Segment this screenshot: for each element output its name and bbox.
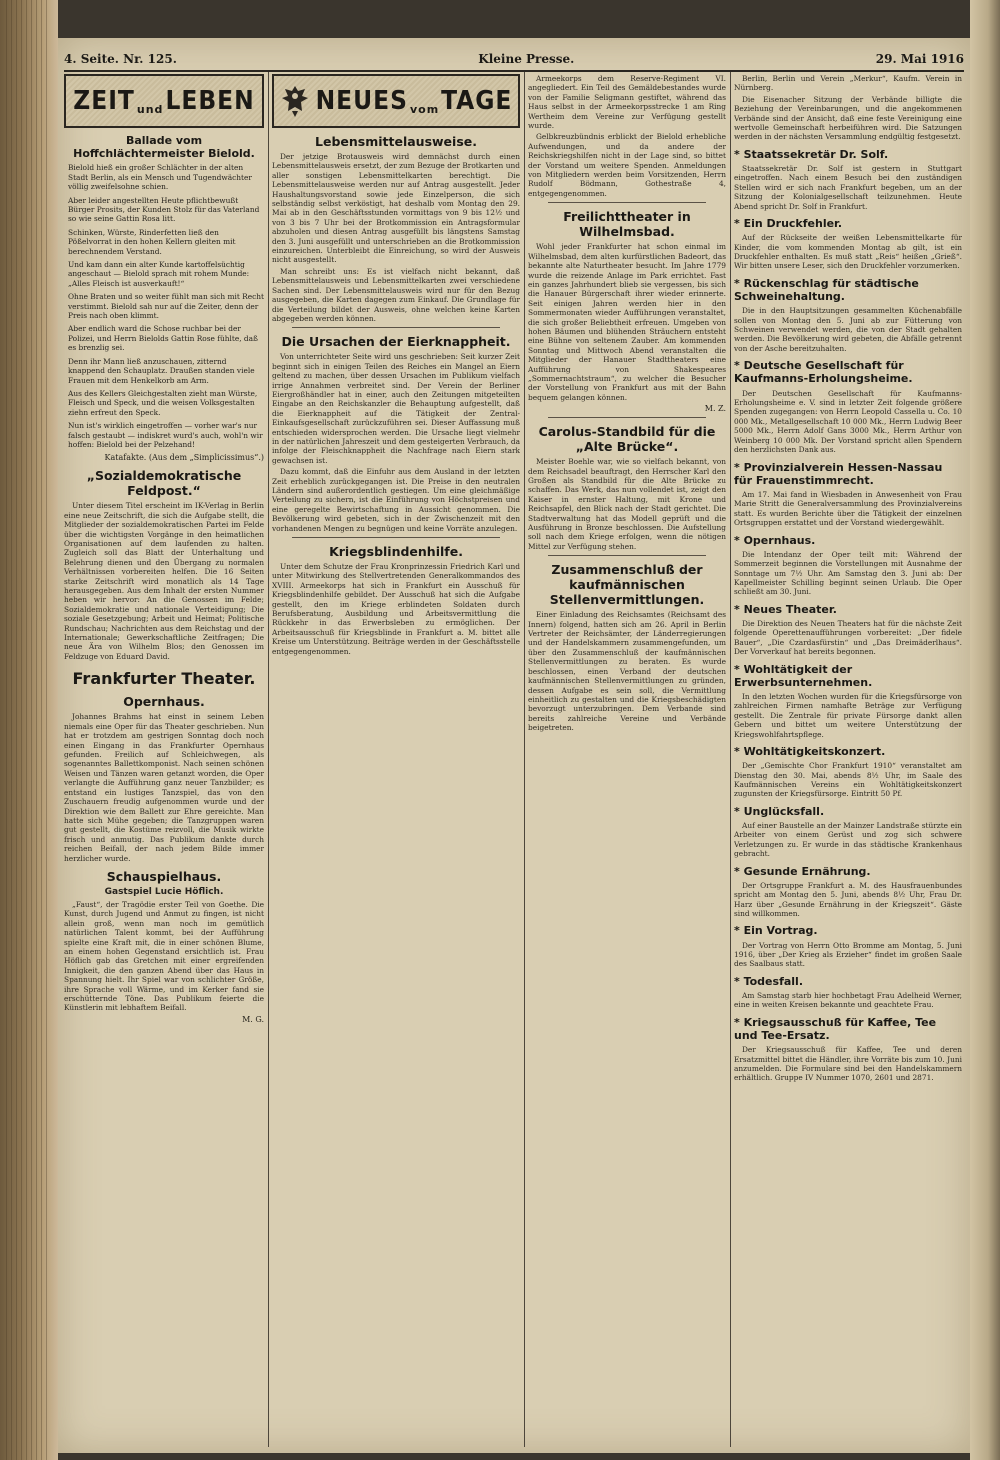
- continued-text: Berlin, Berlin und Verein „Merkur“, Kaufm. Verein in Nürnberg.: [734, 74, 962, 93]
- page-number: 4. Seite. Nr. 125.: [64, 52, 177, 66]
- column-4: [734, 74, 962, 1446]
- schauspielhaus-title: Schauspielhaus.: [106, 868, 222, 884]
- masthead-word-tage: TAGE: [441, 86, 513, 116]
- divider: [292, 327, 500, 328]
- lebensmittel-text: Der jetzige Brotausweis wird demnächst durch einen Lebensmittelausweis ersetzt, der zum Bezuge der Brotkarten und aller sonstigen Lebensmittelkarten berechtigt. Die Lebensmittelausweise werden nur auf Antrag ausgestellt. Jeder Haushaltungsvorstand sowie jede Einzelperson, die sich selbständig selbst verköstigt, hat deshalb vom Montag den 29. Mai ab in den Geschäftsstunden vormittags von 9 bis 12½ und von 3 bis 7 Uhr bei der Brotkommission ein Antragsformular abzuholen und diesen Antrag ausgefüllt bis längstens Samstag den 3. Juni ausgefüllt und unterschrieben an die Brotkommission einzureichen. Unterbleibt die Einreichung, so wird der Ausweis nicht ausgestellt.: [272, 152, 520, 265]
- item-title: * Wohltätigkeitskonzert.: [734, 744, 886, 758]
- feldpost-title: „Sozialdemokratische Feldpost.“: [86, 468, 242, 499]
- ballad-title: Ballade vom Hoffchlächtermeister Bielold.: [73, 134, 255, 161]
- item-text: Auf der Rückseite der weißen Lebensmittelkarte für Kinder, die vom kommenden Montag ab gilt, ist ein Druckfehler enthalten. Es muß statt „Reis“ heißen „Grieß“. Wir bitten unsere Leser, sich den Druckfehler vorzumerken.: [734, 233, 962, 271]
- ballad-verse: Aus des Kellers Gleichgestalten zieht man Würste, Fleisch und Speck, und die weisen Volksgestalten ziehn erfreut den Speck.: [68, 388, 258, 417]
- continued-text: Gelbkreuzbündnis erblickt der Bielold erhebliche Aufwendungen, und da andere der Reichskriegshilfen nicht in der Lage sind, so bittet der Vorstand um weitere Spenden. Anmeldungen von Mitgliedern werden beim Vorsitzenden, Herrn Rudolf Bödmann, Gothestraße 4, entgegengenommen.: [528, 132, 726, 198]
- ballad-verse: Aber endlich ward die Schose ruchbar bei der Polizei, und Herrn Bielolds Gattin Rose fühlte, daß es brenzlig sei.: [68, 324, 258, 353]
- ballad-verse: Schinken, Würste, Rinderfetten ließ den Pößelvorrat in den hohen Kellern gleiten mit berechnendem Verstand.: [68, 227, 236, 256]
- lebensmittel-title: Lebensmittelausweise.: [315, 134, 477, 149]
- masthead-word-leben: LEBEN: [165, 86, 255, 116]
- eier-title: Die Ursachen der Eierknappheit.: [281, 334, 511, 350]
- ballad-verse: Und kam dann ein alter Kunde kartoffelsüchtig angeschaut — Bielold sprach mit rohem Munde: „Alles Fleisch ist ausverkauft!“: [68, 260, 250, 288]
- freilichttheater-title: Freilichttheater in Wilhelmsbad.: [563, 209, 691, 240]
- theater-title: Frankfurter Theater.: [72, 669, 256, 689]
- opernhaus-text: Johannes Brahms hat einst in seinem Leben niemals eine Oper für das Theater geschrieben. Nun hat er trotzdem am gestrigen Sonntag doch noch einen Eingang in das Frankfurter Opernhaus gefunden. Freilich auf Schleichwegen, als sogenanntes Ballettkomponist. Nach seinen schönen Weisen und Tänzen waren getanzt worden, die Oper verlangte die Aufführung ganz neuer Tanzbilder; es entstand ein lustiges Tanzspiel, das von den Zuschauern freudig aufgenommen wurde und der Direktion wie dem Ballett zur Ehre gereichte. Man hatte sich Mühe gegeben; die Tanzgruppen waren gut gestellt, die Kostüme reizvoll, die Musik wirkte frisch und anmutig. Das Publikum dankte durch reichen Beifall, der nach jedem Bilde immer herzlicher wurde.: [64, 712, 264, 863]
- freilichttheater-signature: M. Z.: [704, 404, 726, 414]
- column-1: [64, 74, 264, 1446]
- column-3: [528, 74, 726, 1446]
- item-title: * Kriegsausschuß für Kaffee, Tee und Tee-Ersatz.: [734, 1015, 937, 1042]
- item-title: * Deutsche Gesellschaft für Kaufmanns-Erholungsheime.: [734, 359, 913, 386]
- item-title: * Ein Druckfehler.: [734, 217, 843, 231]
- item-title: * Rückenschlag für städtische Schweinehaltung.: [734, 276, 919, 304]
- carolus-title: Carolus-Standbild für die „Alte Brücke“.: [538, 424, 716, 455]
- ballad-verse: Aber leider angestellten Heute pflichtbewußt Bürger Prosits, der Kunden Stolz für das Vaterland so wie seine Gattin Rosa litt.: [68, 195, 260, 224]
- page-header: [64, 48, 964, 72]
- divider: [292, 537, 500, 538]
- item-title: * Todesfall.: [734, 974, 803, 988]
- zusammenschluss-text: Einer Einladung des Reichsamtes (Reichsamt des Innern) folgend, hatten sich am 26. April in Berlin Vertreter der Reichsämter, der Länderregierungen und der Handelskammern zusammengefunden, um über den Zusammenschluß der kaufmännischen Stellenvermittlungen zu beraten. Es wurde beschlossen, einen Verband der deutschen kaufmännischen Stellenvermittlungen zu gründen, dessen Aufgabe es sein soll, die Vermittlung einheitlich zu gestalten und die Kriegsbeschädigten bevorzugt unterzubringen. Dem Verbande sind bereits zahlreiche Vereine und Verbände beigetreten.: [528, 610, 726, 733]
- issue-date: 29. Mai 1916: [875, 52, 964, 66]
- schauspielhaus-subtitle: Gastspiel Lucie Höflich.: [104, 886, 224, 897]
- book-binding: [0, 0, 58, 1460]
- item-text: Der „Gemischte Chor Frankfurt 1910“ veranstaltet am Dienstag den 30. Mai, abends 8½ Uhr, im Saale des Kaufmännischen Vereins ein Wohltätigkeitskonzert zugunsten der Kriegsfürsorge. Eintritt 50 Pf.: [734, 761, 962, 799]
- divider: [548, 555, 706, 556]
- item-text: Am Samstag starb hier hochbetagt Frau Adelheid Werner, eine in weiten Kreisen bekannte und geachtete Frau.: [734, 990, 962, 1010]
- newspaper-name: Kleine Presse.: [478, 52, 575, 66]
- schauspielhaus-signature: M. G.: [242, 1014, 264, 1024]
- item-text: Der Kriegsausschuß für Kaffee, Tee und deren Ersatzmittel bittet die Händler, ihre Vorräte bis zum 10. Juni anzumelden. Die Formulare sind bei den Handelskammern erhältlich. Gruppe IV Nummer 1070, 2601 und 2871.: [734, 1045, 962, 1083]
- item-text: Der Vortrag von Herrn Otto Bromme am Montag, 5. Juni 1916, über „Der Krieg als Erzieher“ findet im großen Saale des Saalbaus statt.: [734, 940, 962, 969]
- kriegsblinden-title: Kriegsblindenhilfe.: [329, 544, 463, 560]
- freilichttheater-text: Wohl jeder Frankfurter hat schon einmal im Wilhelmsbad, dem alten kurfürstlichen Badeort, das bekannte alte Naturtheater besucht. Im Jahre 1779 wurde die reizende Anlage im Park errichtet. Fast ein ganzes Jahrhundert blieb sie vergessen, bis sich die Hanauer Bürgerschaft ihrer wieder erinnerte. Seit einigen Jahren werden hier in den Sommermonaten wieder Aufführungen veranstaltet, die sich großer Beliebtheit erfreuen. Umgeben von hohen Bäumen und blühenden Sträuchern entsteht eine Bühne von seltenem Zauber. Am kommenden Sonntag und Mittwoch Abend veranstalten die Mitglieder der Hanauer Stadttheaters eine Aufführung von Shakespeares „Sommernachtstraum“, zu welcher die Besucher der Vorstellung von Frankfurt aus mit der Bahn bequem gelangen können.: [528, 242, 726, 402]
- item-text: Am 17. Mai fand in Wiesbaden in Anwesenheit von Frau Marie Stritt die Generalversammlung des Provinzialvereins statt. Es wurden Berichte über die Tätigkeit der einzelnen Ortsgruppen erstattet und der Vorstand wiedergewählt.: [734, 489, 962, 528]
- divider: [548, 202, 706, 203]
- eier-text: Dazu kommt, daß die Einfuhr aus dem Ausland in der letzten Zeit erheblich zurückgegangen ist. Die Preise in den neutralen Ländern sind außerordentlich gestiegen. Um eine gleichmäßige Verteilung zu sichern, ist die Einführung von Höchstpreisen und eine geregelte Bewirtschaftung in Aussicht genommen. Die Bevölkerung wird gebeten, sich in der Zwischenzeit mit den vorhandenen Mengen zu begnügen und keine Vorräte anzulegen.: [272, 467, 520, 533]
- item-text: Die Direktion des Neuen Theaters hat für die nächste Zeit folgende Operettenaufführungen vorbereitet: „Der fidele Bauer“, „Die Czardasfürstin“ und „Das Dreimäderlhaus“. Der Vorverkauf hat bereits begonnen.: [734, 618, 962, 657]
- divider: [548, 417, 706, 418]
- item-text: Der Deutschen Gesellschaft für Kaufmanns-Erholungsheime e. V. sind in letzter Zeit folgende größere Spenden zugegangen: von Herrn Leopold Cassella u. Co. 10 000 Mk., Metallgesellschaft 10 000 Mk., Herrn Ludwig Beer 5000 Mk., Herrn Adolf Gans 3000 Mk., Herrn Arthur von Weinberg 10 000 Mk. Der Vorstand spricht allen Spendern den herzlichsten Dank aus.: [734, 388, 962, 455]
- lebensmittel-text: Man schreibt uns: Es ist vielfach nicht bekannt, daß Lebensmittelausweis und Lebensmittelkarten zwei verschiedene Sachen sind. Der Lebensmittelausweis wird nur für den Bezug ausgegeben, die Karten dagegen zum Einkauf. Die Grundlage für die Verteilung bildet der Ausweis, ohne welchen keine Karten abgegeben werden können.: [272, 266, 520, 323]
- masthead-word-vom: vom: [409, 103, 440, 116]
- column-rule-3: [730, 72, 731, 1447]
- ballad-verse: Denn ihr Mann ließ anzuschauen, zitternd knappend den Schauplatz. Draußen standen viele Frauen mit dem Henkelkorb am Arm.: [68, 356, 255, 385]
- page-edge-right: [970, 0, 1000, 1460]
- ballad-verse: Bielold hieß ein großer Schlächter in der alten Stadt Berlin, als ein Mensch und Tugendwächter völlig zweifelsohne schien.: [68, 163, 252, 192]
- ballad-verse: Ohne Braten und so weiter fühlt man sich mit Recht verstimmt. Bielold sah nur auf die Zeiter, denn der Preis nach oben klimmt.: [68, 292, 264, 321]
- carolus-text: Meister Boehle war, wie so vielfach bekannt, von dem Reichsadel beauftragt, den Herrscher Karl den Großen als Standbild für die Alte Brücke zu schaffen. Das Werk, das nun vollendet ist, zeigt den Kaiser in ernster Haltung, mit Krone und Reichsapfel, den Blick nach der Stadt gerichtet. Die Stadtverwaltung hat das Modell geprüft und die Ausführung in Bronze beschlossen. Die Aufstellung soll nach dem Kriege erfolgen, wenn die nötigen Mittel zur Verfügung stehen.: [528, 457, 726, 551]
- feldpost-text: Unter diesem Titel erscheint im IK-Verlag in Berlin eine neue Zeitschrift, die sich die Aufgabe stellt, die Mitglieder der sozialdemokratischen Partei im Felde über die wichtigsten Vorgänge in den heimatlichen Organisationen auf dem laufenden zu halten. Zugleich soll das Blatt der Unterhaltung und Belehrung dienen und den Übergang zu normalen Verhältnissen vorbereiten helfen. Die 16 Seiten starke Zeitschrift wird monatlich als 14 Tage herausgegeben. Aus dem Inhalt der ersten Nummer heben wir hervor: An die Genossen im Felde; Sozialdemokratie und nationale Verteidigung; Die soziale Gesetzgebung; Arbeit und Heimat; Politische Rundschau; Nachrichten aus dem Reichstag und der Internationale; Gewerkschaftliche Zeitfragen; Die neue Ära von Wilhelm Blos; den Genossen im Feldzuge von Eduard David.: [64, 501, 264, 661]
- item-text: In den letzten Wochen wurden für die Kriegsfürsorge von zahlreichen Firmen namhafte Beträge zur Verfügung gestellt. Die Zentrale für private Fürsorge dankt allen Gebern und bittet um weitere Unterstützung der Kriegswohlfahrtspflege.: [734, 691, 962, 739]
- item-title: * Gesunde Ernährung.: [734, 864, 871, 878]
- item-title: * Wohltätigkeit der Erwerbsunternehmen.: [734, 662, 873, 689]
- kriegsblinden-text: Unter dem Schutze der Frau Kronprinzessin Friedrich Karl und unter Mitwirkung des Stellvertretenden Generalkommandos des XVIII. Armeekorps hat sich in Frankfurt ein Ausschuß für Kriegsblindenhilfe gebildet. Der Ausschuß hat sich die Aufgabe gestellt, den im Kriege erblindeten Soldaten durch Berufsberatung, Ausbildung und Arbeitsvermittlung die Rückkehr in das Erwerbsleben zu ermöglichen. Der Arbeitsausschuß für Kriegsblinde in Frankfurt a. M. bittet alle Kreise um Unterstützung. Beiträge werden in der Geschäftsstelle entgegengenommen.: [272, 562, 520, 656]
- item-text: Der Ortsgruppe Frankfurt a. M. des Hausfrauenbundes spricht am Montag den 5. Juni, abends 8½ Uhr, Frau Dr. Harz über „Gesunde Ernährung in der Kriegszeit“. Gäste sind willkommen.: [734, 880, 962, 918]
- item-text: Auf einer Baustelle an der Mainzer Landstraße stürzte ein Arbeiter von einem Gerüst und zog sich schwere Verletzungen zu. Er wurde in das städtische Krankenhaus gebracht.: [734, 820, 962, 859]
- column-rule-2: [524, 72, 525, 1447]
- item-title: * Staatssekretär Dr. Solf.: [734, 147, 889, 161]
- masthead-word-neues: NEUES: [315, 86, 408, 116]
- eagle-emblem-icon: [280, 83, 310, 119]
- ballad-verse: Nun ist's wirklich eingetroffen — vorher war's nur falsch gestaubt — indiskret wurd's auch, wohl'n wir hoffen: Bielold bei der Pelzehand!: [68, 421, 263, 449]
- continued-text: Armeekorps dem Reserve-Regiment VI. angegliedert. Ein Teil des Gemäldebestandes wurde von der Familie Seligmann gestiftet, während das Haus selbst in der Armeekorpsstrecke 1 am Ring Wertheim dem Vereine zur Verfügung gestellt wurde.: [528, 74, 726, 131]
- item-title: * Opernhaus.: [734, 533, 816, 547]
- item-text: Die in den Hauptsitzungen gesammelten Küchenabfälle sollen von Montag den 5. Juni ab zur Fütterung von Schweinen verwendet werden, die von der Stadt gehalten werden. Die Bevölkerung wird gebeten, die Abfälle getrennt von der Asche bereitzuhalten.: [734, 306, 962, 353]
- masthead-word-zeit: ZEIT: [73, 86, 135, 116]
- ballad-signature: Katafakte. (Aus dem „Simplicissimus“.): [104, 453, 264, 463]
- zeit-und-leben-masthead: [64, 74, 264, 128]
- column-2: [272, 74, 520, 1446]
- item-title: * Provinzialverein Hessen-Nassau für Frauenstimmrecht.: [734, 460, 943, 487]
- item-title: * Ein Vortrag.: [734, 924, 818, 938]
- zusammenschluss-title: Zusammenschluß der kaufmännischen Stellenvermittlungen.: [549, 562, 705, 608]
- binding-page-edges: [6, 0, 50, 1460]
- eier-text: Von unterrichteter Seite wird uns geschrieben: Seit kurzer Zeit beginnt sich in einigen Teilen des Reiches ein Mangel an Eiern geltend zu machen, über dessen Ursachen im Publikum vielfach irrige Annahmen verbreitet sind. Der Verein der Berliner Eiergroßhändler hat in einer, auch den Zeitungen mitgeteilten Eingabe an den Reichskanzler die Behauptung aufgestellt, daß die Eierknappheit auf die Tätigkeit der Zentral-Einkaufsgesellschaft zurückzuführen sei. Dieser Auffassung muß entschieden widersprochen werden. Die Ursache liegt vielmehr in der natürlichen Jahreszeit und dem gesteigerten Verbrauch, da infolge der Fleischknappheit die Nachfrage nach Eiern stark gewachsen ist.: [272, 352, 520, 465]
- item-text: Staatssekretär Dr. Solf ist gestern in Stuttgart eingetroffen. Nach einem Besuch bei den zuständigen Stellen wird er sich nach Frankfurt begeben, um an der Sitzung der Kolonialgesellschaft teilzunehmen. Heute Abend spricht Dr. Solf in Frankfurt.: [734, 164, 962, 211]
- item-text: Die Intendanz der Oper teilt mit: Während der Sommerzeit beginnen die Vorstellungen mit Ausnahme der Sonntage um 7½ Uhr. Am Samstag den 3. Juni ab: Der Kapellmeister Schilling beginnt seinen Urlaub. Die Oper schließt am 30. Juni.: [734, 549, 962, 597]
- column-rule-1: [268, 72, 269, 1447]
- opernhaus-title: Opernhaus.: [123, 694, 205, 710]
- item-title: * Unglücksfall.: [734, 804, 825, 818]
- masthead-word-und: und: [136, 103, 164, 116]
- item-title: * Neues Theater.: [734, 602, 837, 616]
- continued-text: Die Eisenacher Sitzung der Verbände billigte die Beziehung der Vereinbarungen, und die angekommenen Verbände sind der Ansicht, daß eine feste Vereinigung eine wertvolle Gemeinschaft herbeiführen wird. Die Satzungen werden in der nächsten Versammlung endgültig festgesetzt.: [734, 94, 962, 142]
- schauspielhaus-text: „Faust“, der Tragödie erster Teil von Goethe. Die Kunst, durch Jugend und Anmut zu fingen, ist nicht allein groß, wenn man noch im gemütlich natürlichen Talent kommt, bei der Aufführung spielte eine Kraft mit, die in einer schönen Blume, an einem hohen Gegenstand ersichtlich ist. Frau Höflich gab das Gretchen mit einer ergreifenden Innigkeit, die den ganzen Abend über das Haus in Spannung hielt. Ihr Spiel war von schlichter Größe, ihre Sprache voll Wärme, und im Kerker fand sie erschütternde Töne. Das Publikum feierte die Künstlerin mit lebhaftem Beifall.: [64, 899, 264, 1013]
- neues-vom-tage-masthead: [272, 74, 520, 128]
